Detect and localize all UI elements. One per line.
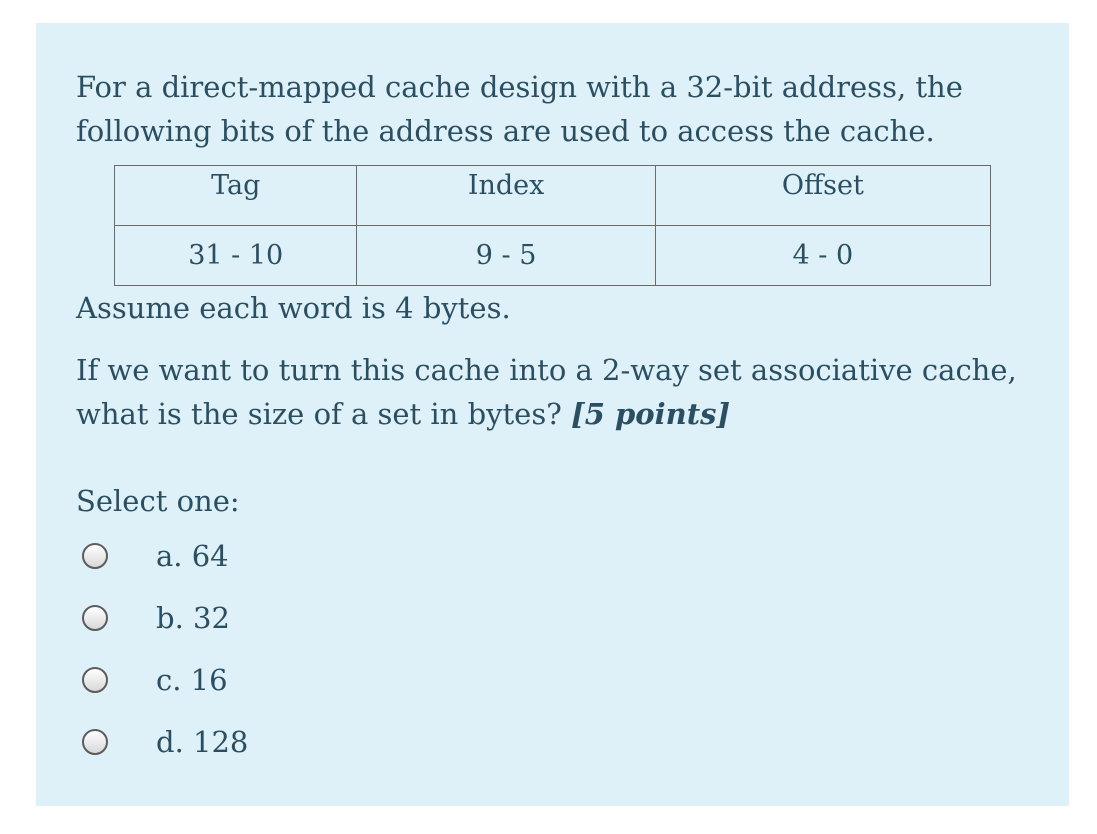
radio-option-c[interactable]: [82, 667, 108, 693]
option-c-label[interactable]: c. 16: [156, 663, 228, 697]
header-offset: Offset: [655, 166, 990, 226]
option-b[interactable]: [82, 598, 230, 638]
radio-option-d[interactable]: [82, 729, 108, 755]
address-bits-table: [114, 165, 991, 286]
option-a[interactable]: [82, 536, 229, 576]
question-intro: For a direct-mapped cache design with a 32-bit address, the following bits of the address are used to access the cache.: [76, 70, 963, 148]
option-d[interactable]: [82, 722, 248, 762]
option-b-label[interactable]: b. 32: [156, 601, 230, 635]
radio-option-a[interactable]: [82, 543, 108, 569]
value-index: 9 - 5: [357, 226, 655, 286]
table-header-row: [115, 166, 991, 226]
header-tag: Tag: [115, 166, 357, 226]
option-d-label[interactable]: d. 128: [156, 725, 249, 759]
option-a-label[interactable]: a. 64: [156, 539, 229, 573]
question-prompt: [76, 348, 1036, 436]
assumption-text: Assume each word is 4 bytes.: [76, 291, 511, 325]
prompt-text: If we want to turn this cache into a 2-way set associative cache, what is the size of a set in bytes?: [76, 353, 1017, 431]
points-label: [5 points]: [570, 397, 731, 431]
value-tag: 31 - 10: [115, 226, 357, 286]
question-panel: [36, 23, 1069, 806]
select-one-label: Select one:: [76, 484, 240, 518]
option-c[interactable]: [82, 660, 228, 700]
table-row: [115, 226, 991, 286]
radio-option-b[interactable]: [82, 605, 108, 631]
header-index: Index: [357, 166, 655, 226]
value-offset: 4 - 0: [655, 226, 990, 286]
